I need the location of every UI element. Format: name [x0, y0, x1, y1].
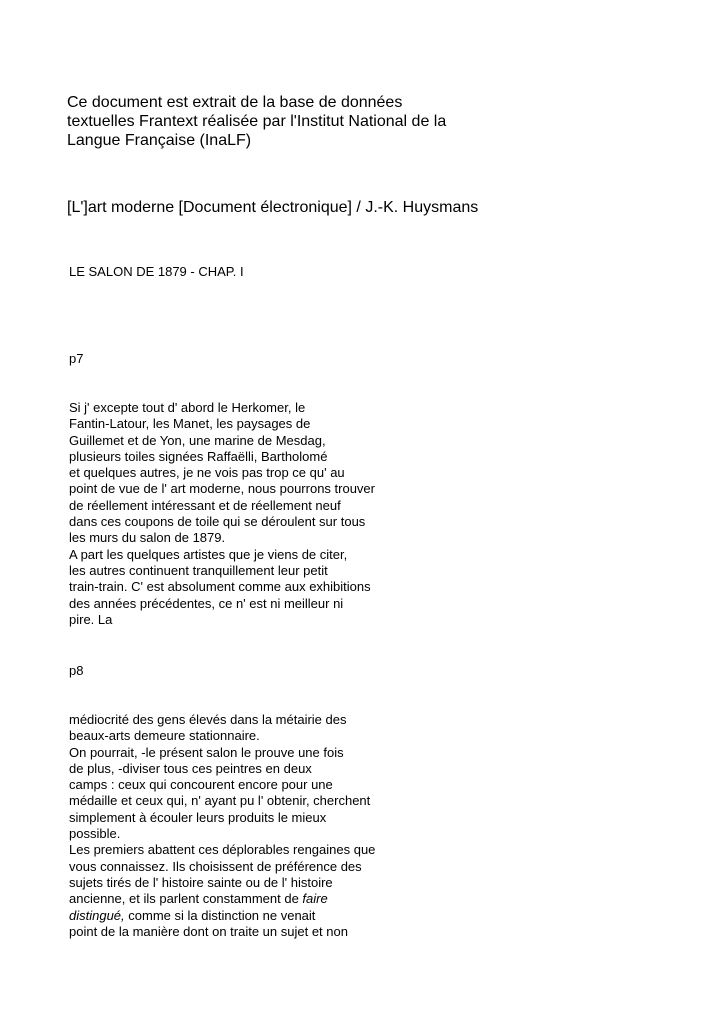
- italic-phrase: distingué,: [69, 907, 125, 923]
- page8-text: [69, 712, 669, 940]
- text-line: médaille et ceux qui, n' ayant pu l' obtenir, cherchent: [69, 793, 371, 809]
- text-line: vous connaissez. Ils choisissent de préférence des: [69, 858, 362, 874]
- text-line: des années précédentes, ce n' est ni meilleur ni: [69, 595, 344, 611]
- source-notice-line: Langue Française (InaLF): [67, 132, 252, 149]
- text-line: simplement à écouler leurs produits le mieux: [69, 809, 327, 825]
- text-line: Fantin-Latour, les Manet, les paysages de: [69, 416, 311, 432]
- text-line: [69, 891, 669, 907]
- source-notice-line: Ce document est extrait de la base de données: [67, 94, 403, 111]
- text-line: les murs du salon de 1879.: [69, 530, 226, 546]
- text-line: [69, 908, 669, 924]
- text-line: A part les quelques artistes que je viens de citer,: [69, 546, 348, 562]
- text-segment: ancienne, et ils parlent constamment de: [69, 891, 303, 907]
- text-line: et quelques autres, je ne vois pas trop ce qu' au: [69, 465, 345, 481]
- text-line: possible.: [69, 826, 121, 842]
- text-line: de plus, -diviser tous ces peintres en deux: [69, 760, 312, 776]
- text-line: pire. La: [69, 611, 113, 627]
- text-line: sujets tirés de l' histoire sainte ou de l' histoire: [69, 874, 333, 890]
- text-line: point de vue de l' art moderne, nous pourrons trouver: [69, 481, 375, 497]
- text-line: point de la manière dont on traite un sujet et non: [69, 923, 348, 939]
- text-line: les autres continuent tranquillement leur petit: [69, 562, 328, 578]
- text-segment: comme si la distinction ne venait: [124, 907, 316, 923]
- source-notice: [67, 93, 687, 150]
- page-marker-p8: p8: [69, 663, 84, 678]
- text-line: Les premiers abattent ces déplorables rengaines que: [69, 842, 376, 858]
- document-title: [L']art moderne [Document électronique] / J.-K. Huysmans: [67, 199, 479, 216]
- source-notice-line: textuelles Frantext réalisée par l'Institut National de la: [67, 113, 447, 130]
- italic-phrase: faire: [302, 891, 328, 907]
- text-line: train-train. C' est absolument comme aux exhibitions: [69, 579, 371, 595]
- text-line: Guillemet et de Yon, une marine de Mesdag,: [69, 432, 326, 448]
- chapter-heading: LE SALON DE 1879 - CHAP. I: [69, 264, 244, 279]
- text-line: de réellement intéressant et de réellement neuf: [69, 497, 341, 513]
- text-line: Si j' excepte tout d' abord le Herkomer, le: [69, 400, 306, 415]
- page7-text: [69, 400, 669, 628]
- text-line: camps : ceux qui concourent encore pour une: [69, 777, 333, 793]
- page-marker-p7: p7: [69, 351, 84, 366]
- text-line: On pourrait, -le présent salon le prouve une fois: [69, 744, 344, 760]
- text-line: plusieurs toiles signées Raffaëlli, Bartholomé: [69, 448, 328, 464]
- text-line: médiocrité des gens élevés dans la métairie des: [69, 712, 347, 727]
- text-line: beaux-arts demeure stationnaire.: [69, 728, 260, 744]
- text-line: dans ces coupons de toile qui se déroulent sur tous: [69, 514, 366, 530]
